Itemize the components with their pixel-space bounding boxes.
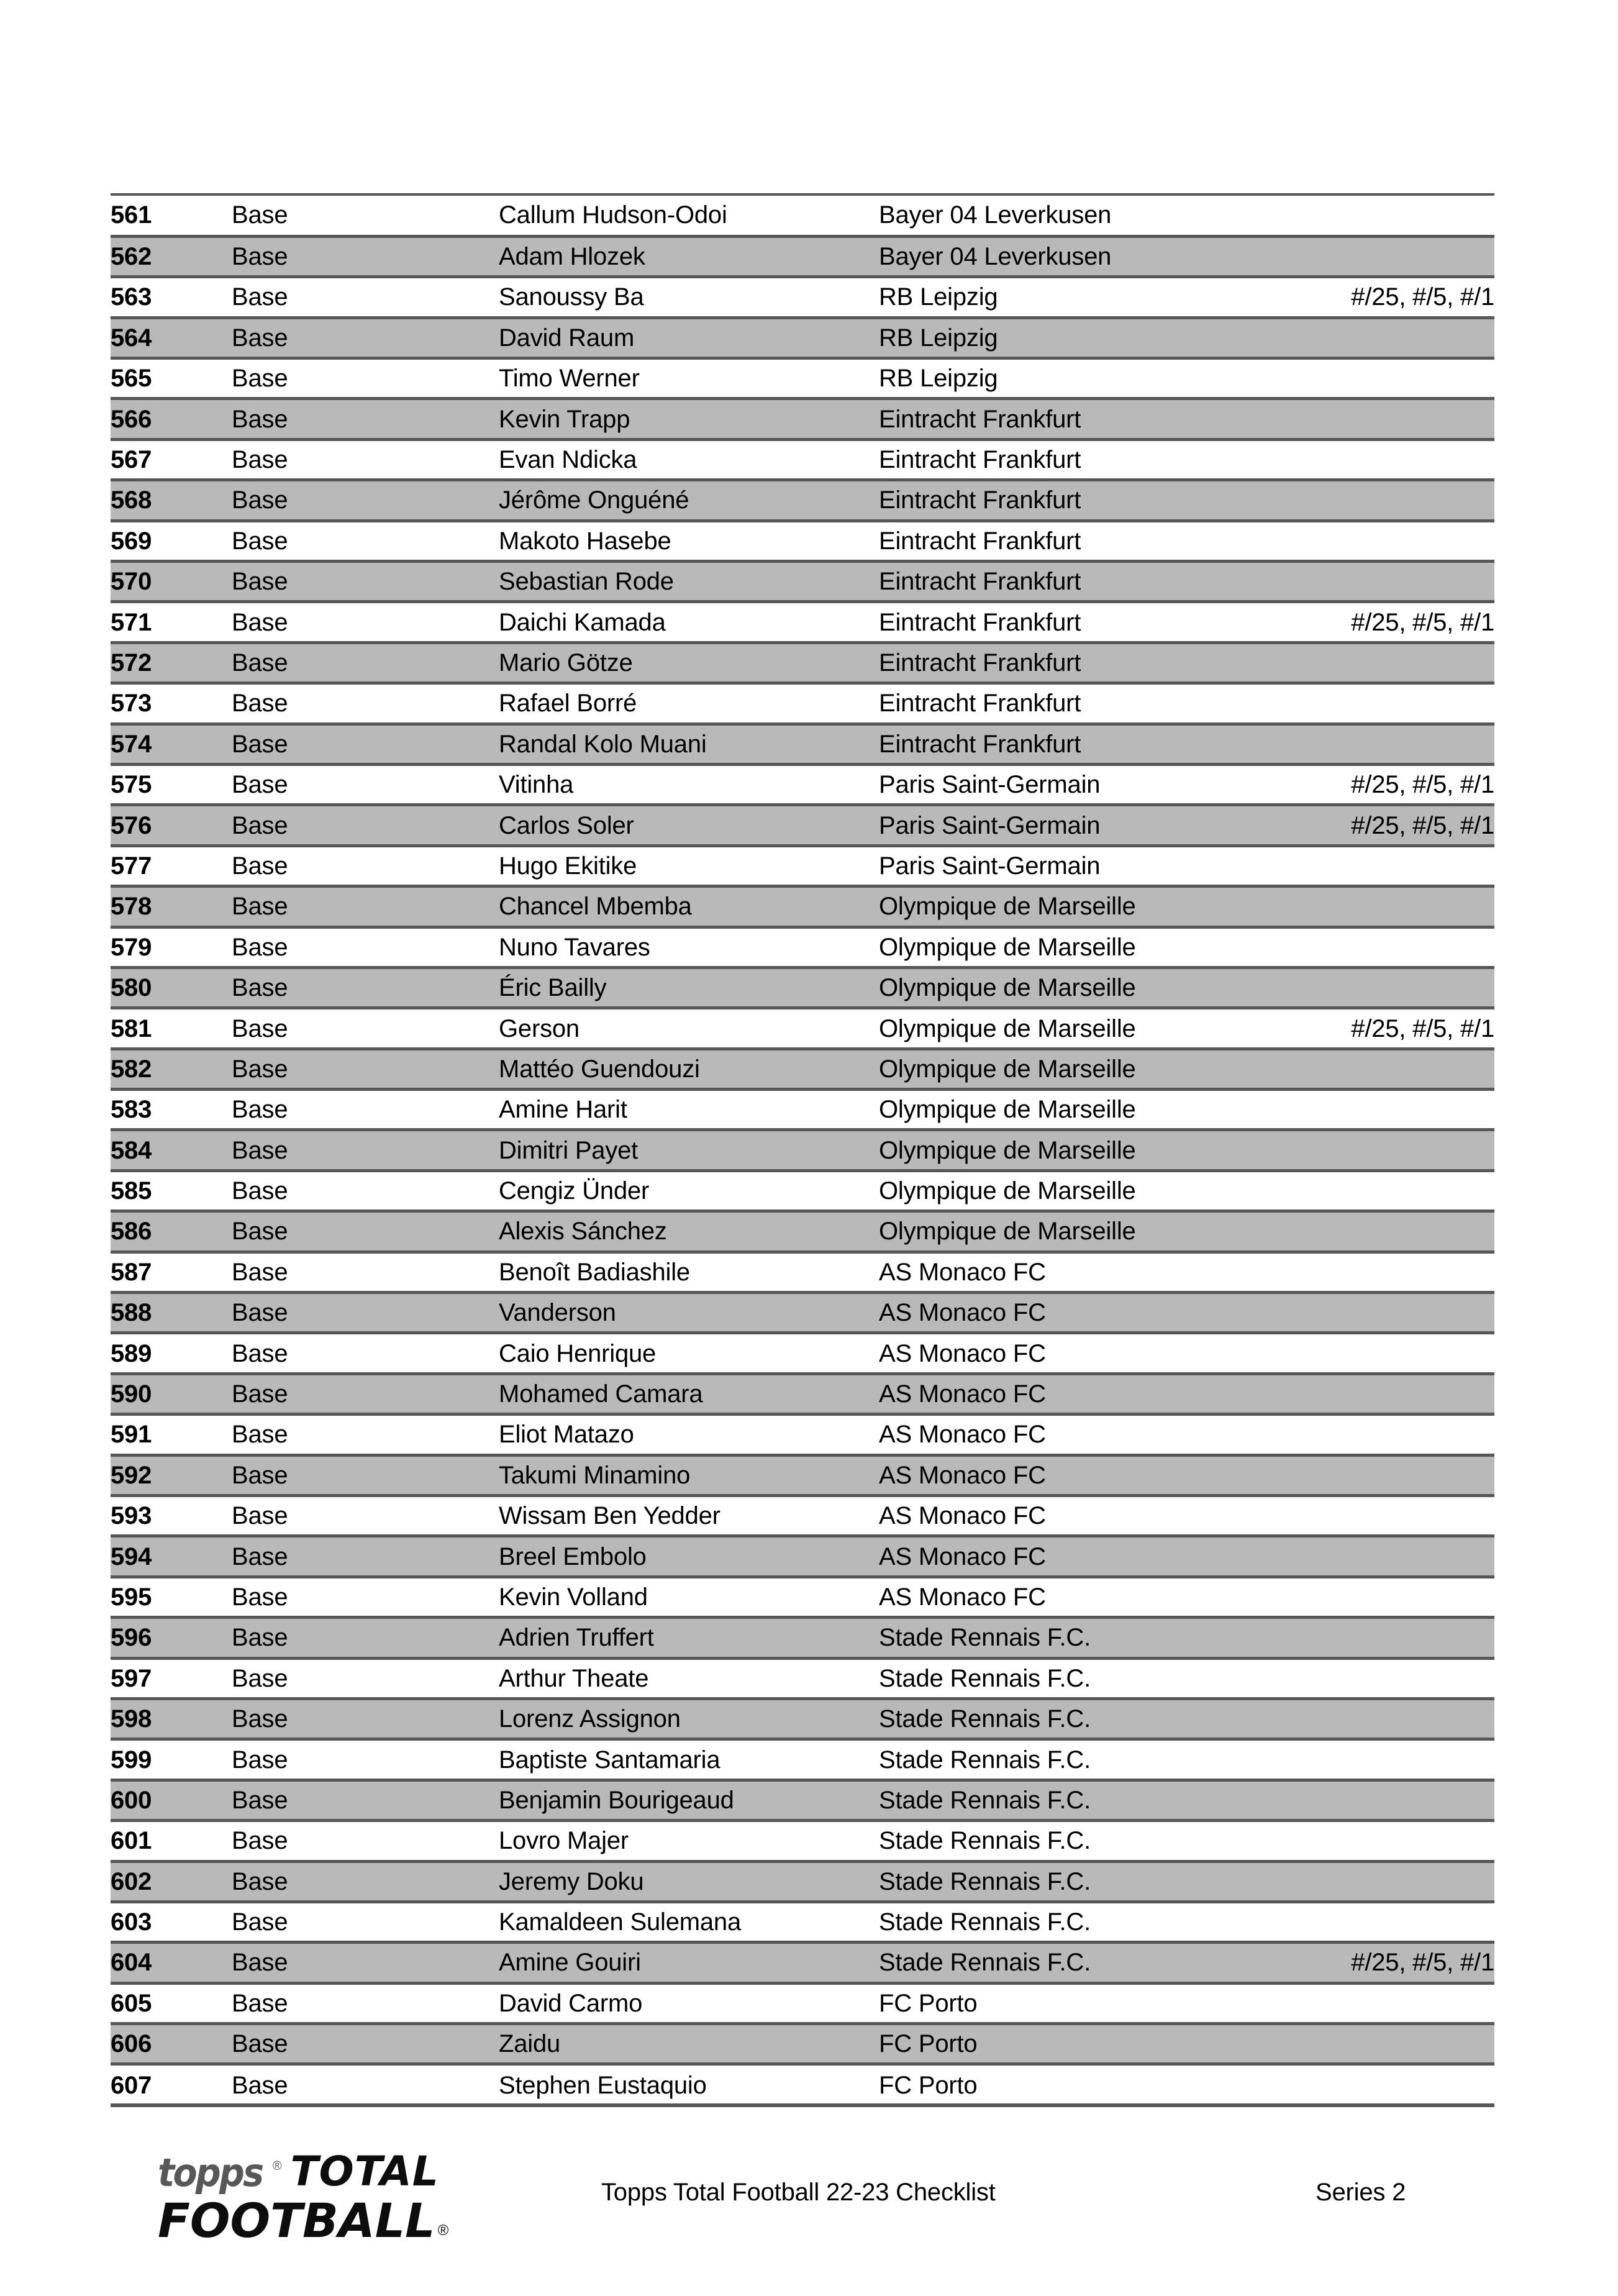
cell-parallels: #/25, #/5, #/1 [1314,805,1494,845]
cell-card-number: 585 [111,1170,232,1211]
checklist-table-body [111,196,1494,2105]
cell-team-name: Eintracht Frankfurt [879,439,1314,480]
cell-card-number: 586 [111,1211,232,1252]
table-row [111,764,1494,804]
cell-player-name: David Raum [499,317,879,358]
cell-parallels [1314,724,1494,764]
topps-total-football-logo [158,2148,449,2254]
cell-card-number: 578 [111,886,232,927]
cell-parallels [1314,1821,1494,1861]
cell-card-type: Base [232,480,499,521]
cell-card-number: 595 [111,1577,232,1617]
table-row [111,927,1494,967]
cell-player-name: Wissam Ben Yedder [499,1496,879,1536]
cell-card-number: 601 [111,1821,232,1861]
cell-player-name: Jeremy Doku [499,1861,879,1902]
cell-card-number: 602 [111,1861,232,1902]
cell-player-name: Vitinha [499,764,879,804]
cell-team-name: Olympique de Marseille [879,1130,1314,1170]
cell-parallels [1314,1496,1494,1536]
cell-player-name: Carlos Soler [499,805,879,845]
cell-player-name: Lovro Majer [499,1821,879,1861]
cell-player-name: Mohamed Camara [499,1374,879,1414]
cell-parallels [1314,845,1494,886]
cell-parallels [1314,1252,1494,1292]
cell-player-name: Amine Harit [499,1090,879,1130]
cell-card-number: 567 [111,439,232,480]
cell-player-name: Adrien Truffert [499,1618,879,1658]
cell-team-name: Paris Saint-Germain [879,764,1314,804]
cell-player-name: Alexis Sánchez [499,1211,879,1252]
cell-parallels [1314,1618,1494,1658]
table-row [111,1130,1494,1170]
table-row [111,1780,1494,1820]
cell-parallels [1314,1414,1494,1455]
table-row [111,1455,1494,1495]
cell-parallels [1314,2064,1494,2105]
cell-team-name: Stade Rennais F.C. [879,1821,1314,1861]
cell-card-number: 607 [111,2064,232,2105]
cell-card-type: Base [232,1861,499,1902]
cell-team-name: Stade Rennais F.C. [879,1698,1314,1739]
table-row [111,1577,1494,1617]
cell-team-name: AS Monaco FC [879,1414,1314,1455]
table-row [111,602,1494,642]
cell-team-name: AS Monaco FC [879,1536,1314,1577]
cell-card-type: Base [232,805,499,845]
cell-team-name: Eintracht Frankfurt [879,724,1314,764]
cell-card-number: 566 [111,399,232,439]
cell-team-name: Stade Rennais F.C. [879,1658,1314,1698]
cell-card-number: 581 [111,1008,232,1049]
cell-parallels [1314,886,1494,927]
cell-card-type: Base [232,1739,499,1780]
table-row [111,886,1494,927]
cell-card-type: Base [232,1780,499,1820]
table-row [111,439,1494,480]
cell-parallels [1314,521,1494,561]
table-row [111,1333,1494,1374]
cell-parallels: #/25, #/5, #/1 [1314,602,1494,642]
cell-parallels [1314,1170,1494,1211]
table-row [111,1252,1494,1292]
cell-card-number: 561 [111,196,232,236]
cell-team-name: AS Monaco FC [879,1293,1314,1333]
cell-card-type: Base [232,358,499,399]
cell-card-number: 564 [111,317,232,358]
cell-team-name: FC Porto [879,2064,1314,2105]
cell-team-name: AS Monaco FC [879,1333,1314,1374]
cell-parallels [1314,1049,1494,1089]
cell-card-type: Base [232,1333,499,1374]
cell-card-number: 589 [111,1333,232,1374]
cell-team-name: AS Monaco FC [879,1496,1314,1536]
table-row [111,480,1494,521]
cell-team-name: Stade Rennais F.C. [879,1902,1314,1942]
football-wordmark: FOOTBALL [158,2193,435,2248]
cell-card-type: Base [232,642,499,683]
cell-card-number: 594 [111,1536,232,1577]
cell-parallels [1314,1861,1494,1902]
cell-parallels [1314,1536,1494,1577]
table-row [111,1983,1494,2023]
table-row [111,845,1494,886]
table-row [111,683,1494,724]
table-row [111,1049,1494,1089]
cell-card-number: 598 [111,1698,232,1739]
cell-player-name: Caio Henrique [499,1333,879,1374]
cell-card-type: Base [232,1008,499,1049]
cell-player-name: Kamaldeen Sulemana [499,1902,879,1942]
cell-card-number: 591 [111,1414,232,1455]
cell-card-type: Base [232,1455,499,1495]
cell-parallels [1314,1902,1494,1942]
cell-team-name: Olympique de Marseille [879,927,1314,967]
table-row [111,2064,1494,2105]
cell-player-name: Randal Kolo Muani [499,724,879,764]
cell-team-name: Paris Saint-Germain [879,845,1314,886]
cell-card-type: Base [232,1496,499,1536]
cell-parallels [1314,358,1494,399]
cell-parallels [1314,1577,1494,1617]
registered-trademark-icon-2: ® [437,2222,449,2239]
cell-card-number: 582 [111,1049,232,1089]
cell-card-number: 604 [111,1943,232,1983]
cell-team-name: Olympique de Marseille [879,967,1314,1008]
cell-card-type: Base [232,1130,499,1170]
table-row [111,805,1494,845]
cell-player-name: Takumi Minamino [499,1455,879,1495]
cell-card-number: 562 [111,236,232,276]
cell-card-number: 571 [111,602,232,642]
cell-player-name: Rafael Borré [499,683,879,724]
logo-line-two [158,2193,449,2248]
cell-card-number: 569 [111,521,232,561]
cell-team-name: Eintracht Frankfurt [879,642,1314,683]
table-row [111,277,1494,317]
table-row [111,317,1494,358]
table-bottom-rule [111,2103,1494,2107]
cell-parallels [1314,1374,1494,1414]
cell-team-name: Eintracht Frankfurt [879,562,1314,602]
footer-series-label: Series 2 [1316,2179,1406,2206]
cell-player-name: Chancel Mbemba [499,886,879,927]
cell-parallels [1314,683,1494,724]
cell-card-number: 563 [111,277,232,317]
cell-team-name: Stade Rennais F.C. [879,1618,1314,1658]
cell-parallels [1314,439,1494,480]
cell-card-type: Base [232,1983,499,2023]
cell-player-name: Benoît Badiashile [499,1252,879,1292]
cell-team-name: Stade Rennais F.C. [879,1780,1314,1820]
cell-parallels [1314,1698,1494,1739]
cell-team-name: Eintracht Frankfurt [879,683,1314,724]
cell-team-name: Stade Rennais F.C. [879,1861,1314,1902]
cell-player-name: Gerson [499,1008,879,1049]
cell-team-name: AS Monaco FC [879,1455,1314,1495]
cell-team-name: AS Monaco FC [879,1374,1314,1414]
footer-title: Topps Total Football 22-23 Checklist [601,2179,996,2206]
cell-team-name: RB Leipzig [879,317,1314,358]
cell-player-name: Sanoussy Ba [499,277,879,317]
cell-card-type: Base [232,1658,499,1698]
cell-parallels [1314,1739,1494,1780]
cell-card-number: 603 [111,1902,232,1942]
cell-parallels [1314,1090,1494,1130]
cell-player-name: Callum Hudson-Odoi [499,196,879,236]
table-row [111,358,1494,399]
cell-player-name: Nuno Tavares [499,927,879,967]
cell-card-number: 572 [111,642,232,683]
cell-player-name: Éric Bailly [499,967,879,1008]
cell-team-name: Bayer 04 Leverkusen [879,236,1314,276]
cell-player-name: Benjamin Bourigeaud [499,1780,879,1820]
topps-wordmark: topps [158,2150,263,2195]
cell-card-type: Base [232,1577,499,1617]
cell-card-type: Base [232,724,499,764]
table-row [111,1536,1494,1577]
table-row [111,1374,1494,1414]
cell-parallels: #/25, #/5, #/1 [1314,277,1494,317]
cell-card-number: 574 [111,724,232,764]
cell-card-type: Base [232,927,499,967]
cell-card-number: 587 [111,1252,232,1292]
cell-card-type: Base [232,1536,499,1577]
cell-player-name: Zaidu [499,2024,879,2064]
cell-player-name: Cengiz Ünder [499,1170,879,1211]
cell-parallels [1314,1333,1494,1374]
cell-parallels [1314,1293,1494,1333]
cell-team-name: Olympique de Marseille [879,886,1314,927]
cell-team-name: RB Leipzig [879,358,1314,399]
cell-parallels [1314,1130,1494,1170]
cell-parallels [1314,927,1494,967]
cell-player-name: Kevin Trapp [499,399,879,439]
cell-card-type: Base [232,562,499,602]
cell-player-name: Daichi Kamada [499,602,879,642]
cell-team-name: FC Porto [879,1983,1314,2023]
cell-card-type: Base [232,2024,499,2064]
table-row [111,1739,1494,1780]
cell-team-name: RB Leipzig [879,277,1314,317]
cell-player-name: Stephen Eustaquio [499,2064,879,2105]
cell-card-number: 575 [111,764,232,804]
cell-parallels [1314,1780,1494,1820]
cell-card-type: Base [232,1252,499,1292]
cell-card-type: Base [232,845,499,886]
cell-card-number: 593 [111,1496,232,1536]
cell-parallels [1314,1983,1494,2023]
table-row [111,1496,1494,1536]
cell-parallels [1314,1211,1494,1252]
table-row [111,562,1494,602]
cell-parallels [1314,480,1494,521]
cell-card-number: 579 [111,927,232,967]
cell-parallels [1314,236,1494,276]
cell-team-name: Eintracht Frankfurt [879,480,1314,521]
cell-card-number: 590 [111,1374,232,1414]
cell-player-name: Breel Embolo [499,1536,879,1577]
cell-parallels [1314,2024,1494,2064]
table-row [111,1293,1494,1333]
cell-parallels [1314,967,1494,1008]
cell-card-number: 605 [111,1983,232,2023]
cell-player-name: Baptiste Santamaria [499,1739,879,1780]
cell-card-number: 588 [111,1293,232,1333]
cell-card-type: Base [232,196,499,236]
cell-card-number: 570 [111,562,232,602]
cell-card-type: Base [232,439,499,480]
cell-card-type: Base [232,1211,499,1252]
cell-card-type: Base [232,1170,499,1211]
cell-team-name: Paris Saint-Germain [879,805,1314,845]
cell-card-number: 577 [111,845,232,886]
cell-card-number: 565 [111,358,232,399]
cell-card-number: 600 [111,1780,232,1820]
cell-team-name: Bayer 04 Leverkusen [879,196,1314,236]
cell-parallels [1314,317,1494,358]
cell-player-name: Evan Ndicka [499,439,879,480]
cell-player-name: Mattéo Guendouzi [499,1049,879,1089]
table-row [111,1943,1494,1983]
cell-team-name: AS Monaco FC [879,1252,1314,1292]
cell-card-type: Base [232,521,499,561]
table-row [111,1902,1494,1942]
cell-card-type: Base [232,1414,499,1455]
table-row [111,236,1494,276]
cell-player-name: Adam Hlozek [499,236,879,276]
cell-card-number: 599 [111,1739,232,1780]
cell-player-name: Eliot Matazo [499,1414,879,1455]
cell-player-name: Amine Gouiri [499,1943,879,1983]
cell-team-name: FC Porto [879,2024,1314,2064]
cell-team-name: AS Monaco FC [879,1577,1314,1617]
cell-parallels: #/25, #/5, #/1 [1314,1943,1494,1983]
cell-player-name: Sebastian Rode [499,562,879,602]
cell-team-name: Stade Rennais F.C. [879,1943,1314,1983]
cell-player-name: Makoto Hasebe [499,521,879,561]
table-row [111,1821,1494,1861]
table-row [111,1618,1494,1658]
cell-card-type: Base [232,1943,499,1983]
table-row [111,521,1494,561]
cell-team-name: Olympique de Marseille [879,1211,1314,1252]
cell-parallels [1314,196,1494,236]
cell-team-name: Eintracht Frankfurt [879,602,1314,642]
cell-card-type: Base [232,1698,499,1739]
cell-card-type: Base [232,1821,499,1861]
table-row [111,1008,1494,1049]
cell-team-name: Eintracht Frankfurt [879,521,1314,561]
table-row [111,1090,1494,1130]
cell-card-number: 568 [111,480,232,521]
cell-card-type: Base [232,1090,499,1130]
table-row [111,1861,1494,1902]
table-row [111,1414,1494,1455]
page-footer [111,2146,1494,2264]
table-row [111,642,1494,683]
cell-card-type: Base [232,967,499,1008]
checklist-table [111,196,1494,2105]
cell-card-number: 573 [111,683,232,724]
cell-parallels [1314,399,1494,439]
cell-team-name: Olympique de Marseille [879,1090,1314,1130]
table-row [111,2024,1494,2064]
table-row [111,724,1494,764]
cell-parallels [1314,1658,1494,1698]
cell-card-type: Base [232,683,499,724]
cell-card-type: Base [232,1049,499,1089]
cell-card-number: 597 [111,1658,232,1698]
cell-card-type: Base [232,236,499,276]
cell-card-type: Base [232,277,499,317]
table-row [111,399,1494,439]
cell-card-number: 576 [111,805,232,845]
cell-player-name: Kevin Volland [499,1577,879,1617]
cell-parallels [1314,562,1494,602]
logo-line-one [158,2148,439,2195]
cell-card-type: Base [232,886,499,927]
cell-team-name: Olympique de Marseille [879,1170,1314,1211]
cell-card-type: Base [232,1618,499,1658]
cell-player-name: Mario Götze [499,642,879,683]
cell-card-type: Base [232,1902,499,1942]
cell-card-number: 592 [111,1455,232,1495]
cell-player-name: Vanderson [499,1293,879,1333]
cell-card-number: 580 [111,967,232,1008]
cell-player-name: Hugo Ekitike [499,845,879,886]
cell-team-name: Olympique de Marseille [879,1049,1314,1089]
cell-card-type: Base [232,764,499,804]
table-row [111,1170,1494,1211]
cell-parallels [1314,1455,1494,1495]
cell-team-name: Eintracht Frankfurt [879,399,1314,439]
cell-team-name: Stade Rennais F.C. [879,1739,1314,1780]
cell-player-name: Arthur Theate [499,1658,879,1698]
cell-card-number: 596 [111,1618,232,1658]
cell-player-name: David Carmo [499,1983,879,2023]
table-row [111,1698,1494,1739]
cell-parallels [1314,642,1494,683]
table-row [111,1211,1494,1252]
cell-card-type: Base [232,1374,499,1414]
total-wordmark: TOTAL [290,2148,439,2195]
cell-parallels: #/25, #/5, #/1 [1314,764,1494,804]
cell-card-type: Base [232,399,499,439]
cell-card-type: Base [232,602,499,642]
cell-card-number: 584 [111,1130,232,1170]
table-row [111,196,1494,236]
cell-player-name: Lorenz Assignon [499,1698,879,1739]
cell-card-number: 606 [111,2024,232,2064]
cell-player-name: Dimitri Payet [499,1130,879,1170]
cell-team-name: Olympique de Marseille [879,1008,1314,1049]
table-row [111,1658,1494,1698]
cell-card-type: Base [232,2064,499,2105]
cell-card-number: 583 [111,1090,232,1130]
registered-trademark-icon: ® [272,2159,282,2173]
cell-card-type: Base [232,1293,499,1333]
cell-card-type: Base [232,317,499,358]
table-row [111,967,1494,1008]
cell-player-name: Timo Werner [499,358,879,399]
cell-parallels: #/25, #/5, #/1 [1314,1008,1494,1049]
cell-player-name: Jérôme Onguéné [499,480,879,521]
